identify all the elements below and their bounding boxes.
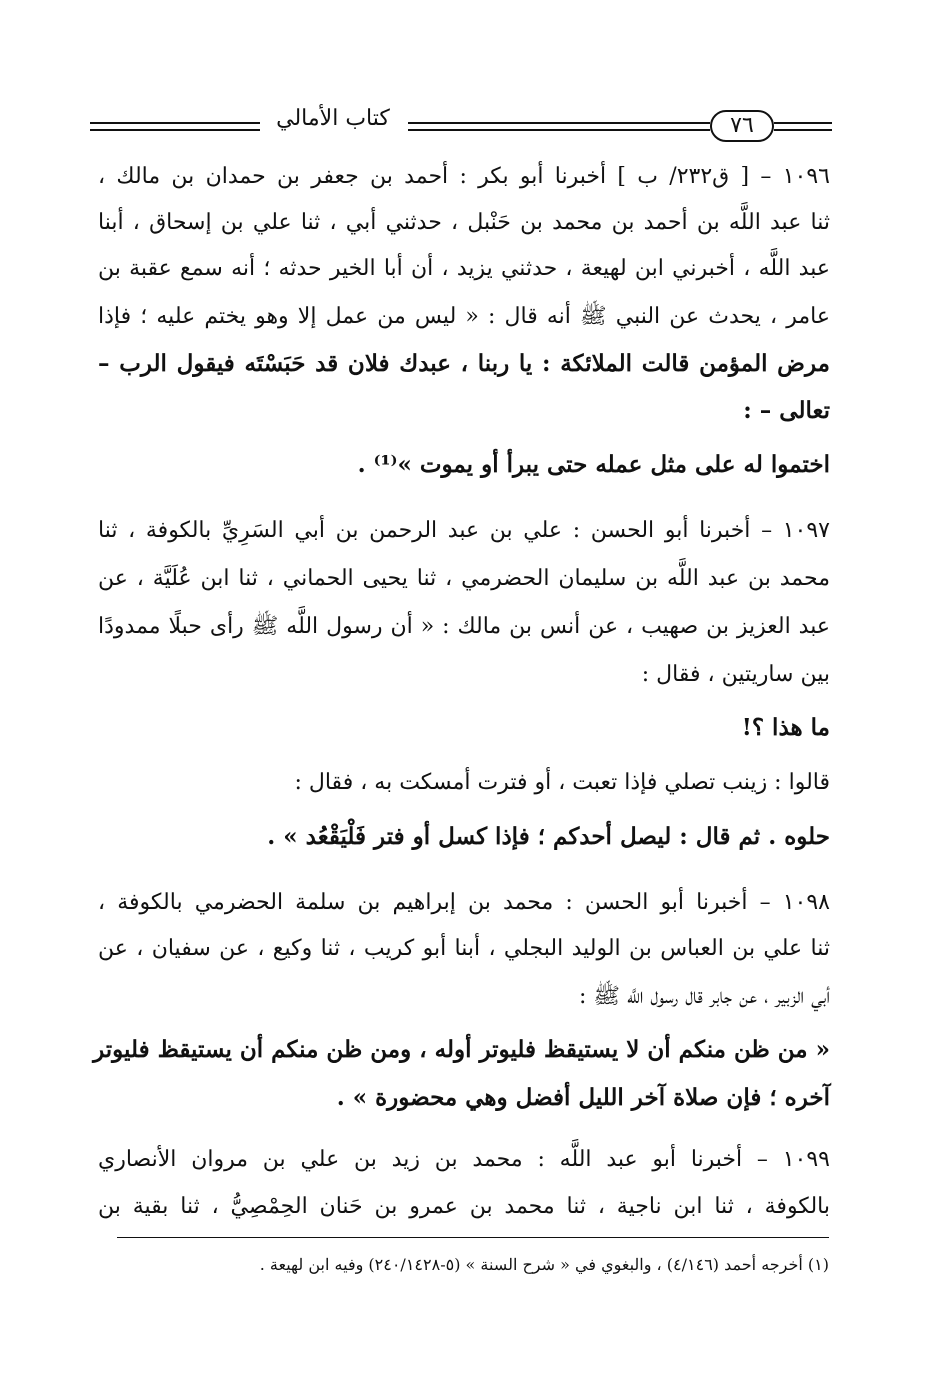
text-line: آخره ؛ فإن صلاة آخر الليل أفضل وهي محضورة » . [336,1084,830,1111]
text-line: تعالى – : [743,397,830,424]
header-rule-right-top [774,122,832,124]
text-line: عبد العزيز بن صهيب ، عن أنس بن مالك : « أن رسول اللَّه ﷺ رأى حبلًا ممدودًا [98,614,830,639]
text-line: بالكوفة ، ثنا ابن ناجية ، ثنا محمد بن عمرو بن حَنان الحِمْصِيُّ ، ثنا بقية بن [98,1194,830,1219]
footnote: (١) أخرجه أحمد (٤/١٤٦) ، والبغوي في « شرح السنة » (٥-٢٤٠/١٤٢٨) وفيه ابن لهيعة . [259,1255,829,1274]
page-number: ٧٦ [710,110,774,142]
text-line: حلوه . ثم قال : ليصل أحدكم ؛ فإذا كسل أو فتر فَلْيَقْعُد » . [267,823,830,850]
text-line: اختموا له على مثل عمله حتى يبرأ أو يموت »⁽¹⁾ . [357,451,830,478]
text-line: ١٠٩٧ – أخبرنا أبو الحسن : علي بن عبد الرحمن بن أبي السَرِيِّ بالكوفة ، ثنا [98,518,830,543]
book-title: كتاب الأمالي [276,106,390,131]
text-line: « من ظن منكم أن لا يستيقظ فليوتر أوله ، ومن ظن منكم أن يستيقظ فليوتر [93,1036,830,1063]
header-rule-right-bottom [774,129,832,131]
page-header [90,104,832,148]
header-rule-mid-bottom [408,129,710,131]
footnote-separator [117,1237,829,1238]
text-line: قالوا : زينب تصلي فإذا تعبت ، أو فترت أمسكت به ، فقال : [294,770,830,795]
header-rule-left-bottom [90,129,260,131]
text-line: بين ساريتين ، فقال : [641,662,830,687]
text-line: عبد اللَّه ، أخبرني ابن لهيعة ، حدثني يزيد ، أن أبا الخير حدثه ؛ أنه سمع عقبة بن [98,256,830,281]
text-line: ١٠٩٦ – [ ق٢٣٢/ ب ] أخبرنا أبو بكر : أحمد بن جعفر بن حمدان بن مالك ، [98,164,830,189]
text-line: ١٠٩٩ – أخبرنا أبو عبد اللَّه : محمد بن زيد بن علي بن مروان الأنصاري [98,1147,830,1172]
header-rule-left-top [90,122,260,124]
text-line: ما هذا ؟! [741,714,830,741]
text-line: عامر ، يحدث عن النبي ﷺ أنه قال : « ليس من عمل إلا وهو يختم عليه ؛ فإذا [98,304,830,329]
text-line: ١٠٩٨ – أخبرنا أبو الحسن : محمد بن إبراهيم بن سلمة الحضرمي بالكوفة ، [98,890,830,915]
text-line: مرض المؤمن قالت الملائكة : يا ربنا ، عبدك فلان قد حَبَسْتَه فيقول الرب – [98,350,830,377]
text-line: ثنا عبد اللَّه بن أحمد بن محمد بن حَنْبل ، حدثني أبي ، ثنا علي بن إسحاق ، أبنا [98,210,830,235]
text-line: محمد بن عبد اللَّه بن سليمان الحضرمي ، ثنا يحيى الحماني ، ثنا ابن عُلَيَّة ، عن [98,566,830,591]
text-line: أبي الزبير ، عن جابر قال رسول اللَّه ﷺ : [579,984,830,1009]
text-line: ثنا علي بن العباس بن الوليد البجلي ، أبنا أبو كريب ، ثنا وكيع ، عن سفيان ، عن [98,936,830,961]
header-rule-mid-top [408,122,710,124]
